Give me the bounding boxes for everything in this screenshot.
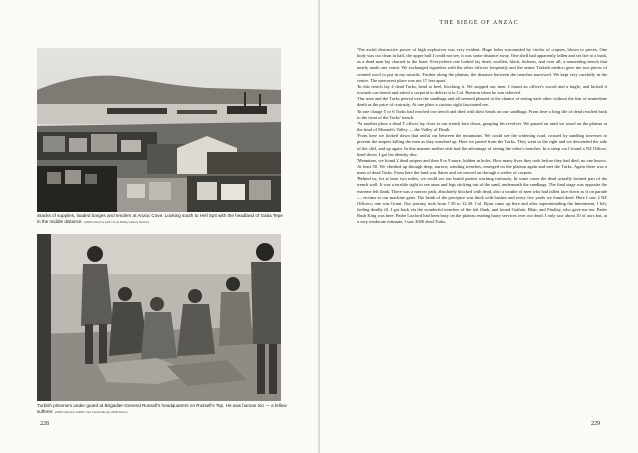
paragraph: 'At another place a dead T officer lay close to our trench face down, grasping his revolver. We passed on until we stood on the plateau at the head of Monash's Valley — the Valley of Death. bbox=[357, 120, 607, 133]
folio-right: 229 bbox=[591, 421, 600, 427]
right-page bbox=[320, 0, 638, 453]
prisoners-photo bbox=[37, 234, 281, 401]
caption-top-credit: (AWM reference H20 / Army Military History Section) bbox=[84, 220, 150, 225]
caption-bottom bbox=[37, 403, 287, 415]
paragraph: 'From here we looked down that awful cut between the mountains. We could see the widening road, crossed by sandbag traverses to prevent the snipers killing the men as they marched up. Here we parted from the Turks. They went to the right and we descended the side of the cliff, and up again. In this manner neither side had the advantage of seeing the other's trenches. In a steep cut I found a NZ Officer, head down. I got his identity disc. bbox=[357, 133, 607, 157]
paragraph: 'The awful destructive power of high explosives was very evident. Huge holes surrounded by circles of corpses, blown to pieces. One body was cut clean in half, the upper half I could not see, it was some distance away. One shell had apparently fallen and set fire to a bush, as a dead man lay charred to the bone. Everywhere one looked lay dead, swollen, black, hideous, and over all, a nauseating stench that nearly made one vomit. We exchanged cigarettes with the other officers frequently and the senior Turkish medico gave me two pieces of scented wool to put in my nostrils. Further along the plateau, the distance between the trenches narrowed. We kept very carefully in the centre. The narrowest place was not 17 feet apart. bbox=[357, 47, 607, 83]
running-head: THE SIEGE OF ANZAC bbox=[439, 20, 519, 26]
paragraph: 'Meantime, we found 2 dead snipers and then 8 or 9 more, hidden in holes. How many lives they took before they had died, no one knows. At least 50. We climbed up through deep, narrow, winding trenches, emerged on the plateau again and met the Turks. Again there was a mass of dead Turks. From here the land was flatter and we moved on through a welter of corpses. bbox=[357, 157, 607, 176]
paragraph: 'Our men and the Turks peered over the sandbags and all seemed pleased at the chance of seeing each other without the fear of immediate death as the price of curiosity. At one place a curious sight fascinated me. bbox=[357, 96, 607, 108]
paragraph: 'In this trench lay 4 dead Turks, head to heel, blocking it. We stopped our men. I found an officer's sword and a bugle, and kicked it towards our trench and asked a corporal to deliver it to Col. Beeston when he was relieved. bbox=[357, 83, 607, 96]
folio-left: 228 bbox=[40, 421, 49, 427]
caption-bottom-credit: (AWM reference H3050 / Cpl. Harold Murray, AWM Prison) bbox=[54, 410, 128, 415]
left-page bbox=[0, 0, 318, 453]
body-text bbox=[357, 47, 607, 226]
paragraph: 'In one charge 5 or 6 Turks had reached our trench and died with their heads on our sandbags. From here a long file of dead reached back to the front of the Turks' trench. bbox=[357, 108, 607, 120]
caption-bottom-text: Turkish prisoners under guard at Brigadier-General Russell's headquarters on Russell's Top. He was human too — a fellow sufferer. bbox=[37, 403, 287, 415]
caption-top-text: Stacks of supplies, loaded barges and tenders at Anzac Cove. Looking south to Hell Spit with the headland of Gaba Tepe in the middle distance. bbox=[37, 213, 283, 225]
paragraph: 'Behind us, for at least two miles, we could see our burial parties working furiously. In some cases the dead actually formed part of the trench wall. It was a terrible sight to see arms and legs sticking out of the sand, underneath the sandbags. The final stage was opposite the extreme left flank. There was a narrow path, absolutely blocked with dead, also a swathe of men who had fallen face down as if on parade — victims to our machine guns. The brink of the precipice was thick with bushes and every few yards we found dead. Here I saw 2 NZ Officers; one was Grant. Our journey took from 7.30 to 12.30. Col. Ryan came up here and after superintending the Internment, I left, feeling deadly ill. I got back via the wonderful trenches of the left flank, and found Guthrie, Blair, and Findlay, who gave me tea. Padre Bush King was here. Padre Luxford had been busy on the plateau reading hasty services over our dead. I only saw about 10 of ours but, at a very moderate estimate, I saw 2000 dead Turks. bbox=[357, 176, 607, 225]
caption-top bbox=[37, 213, 287, 225]
supplies-photo bbox=[37, 48, 281, 212]
